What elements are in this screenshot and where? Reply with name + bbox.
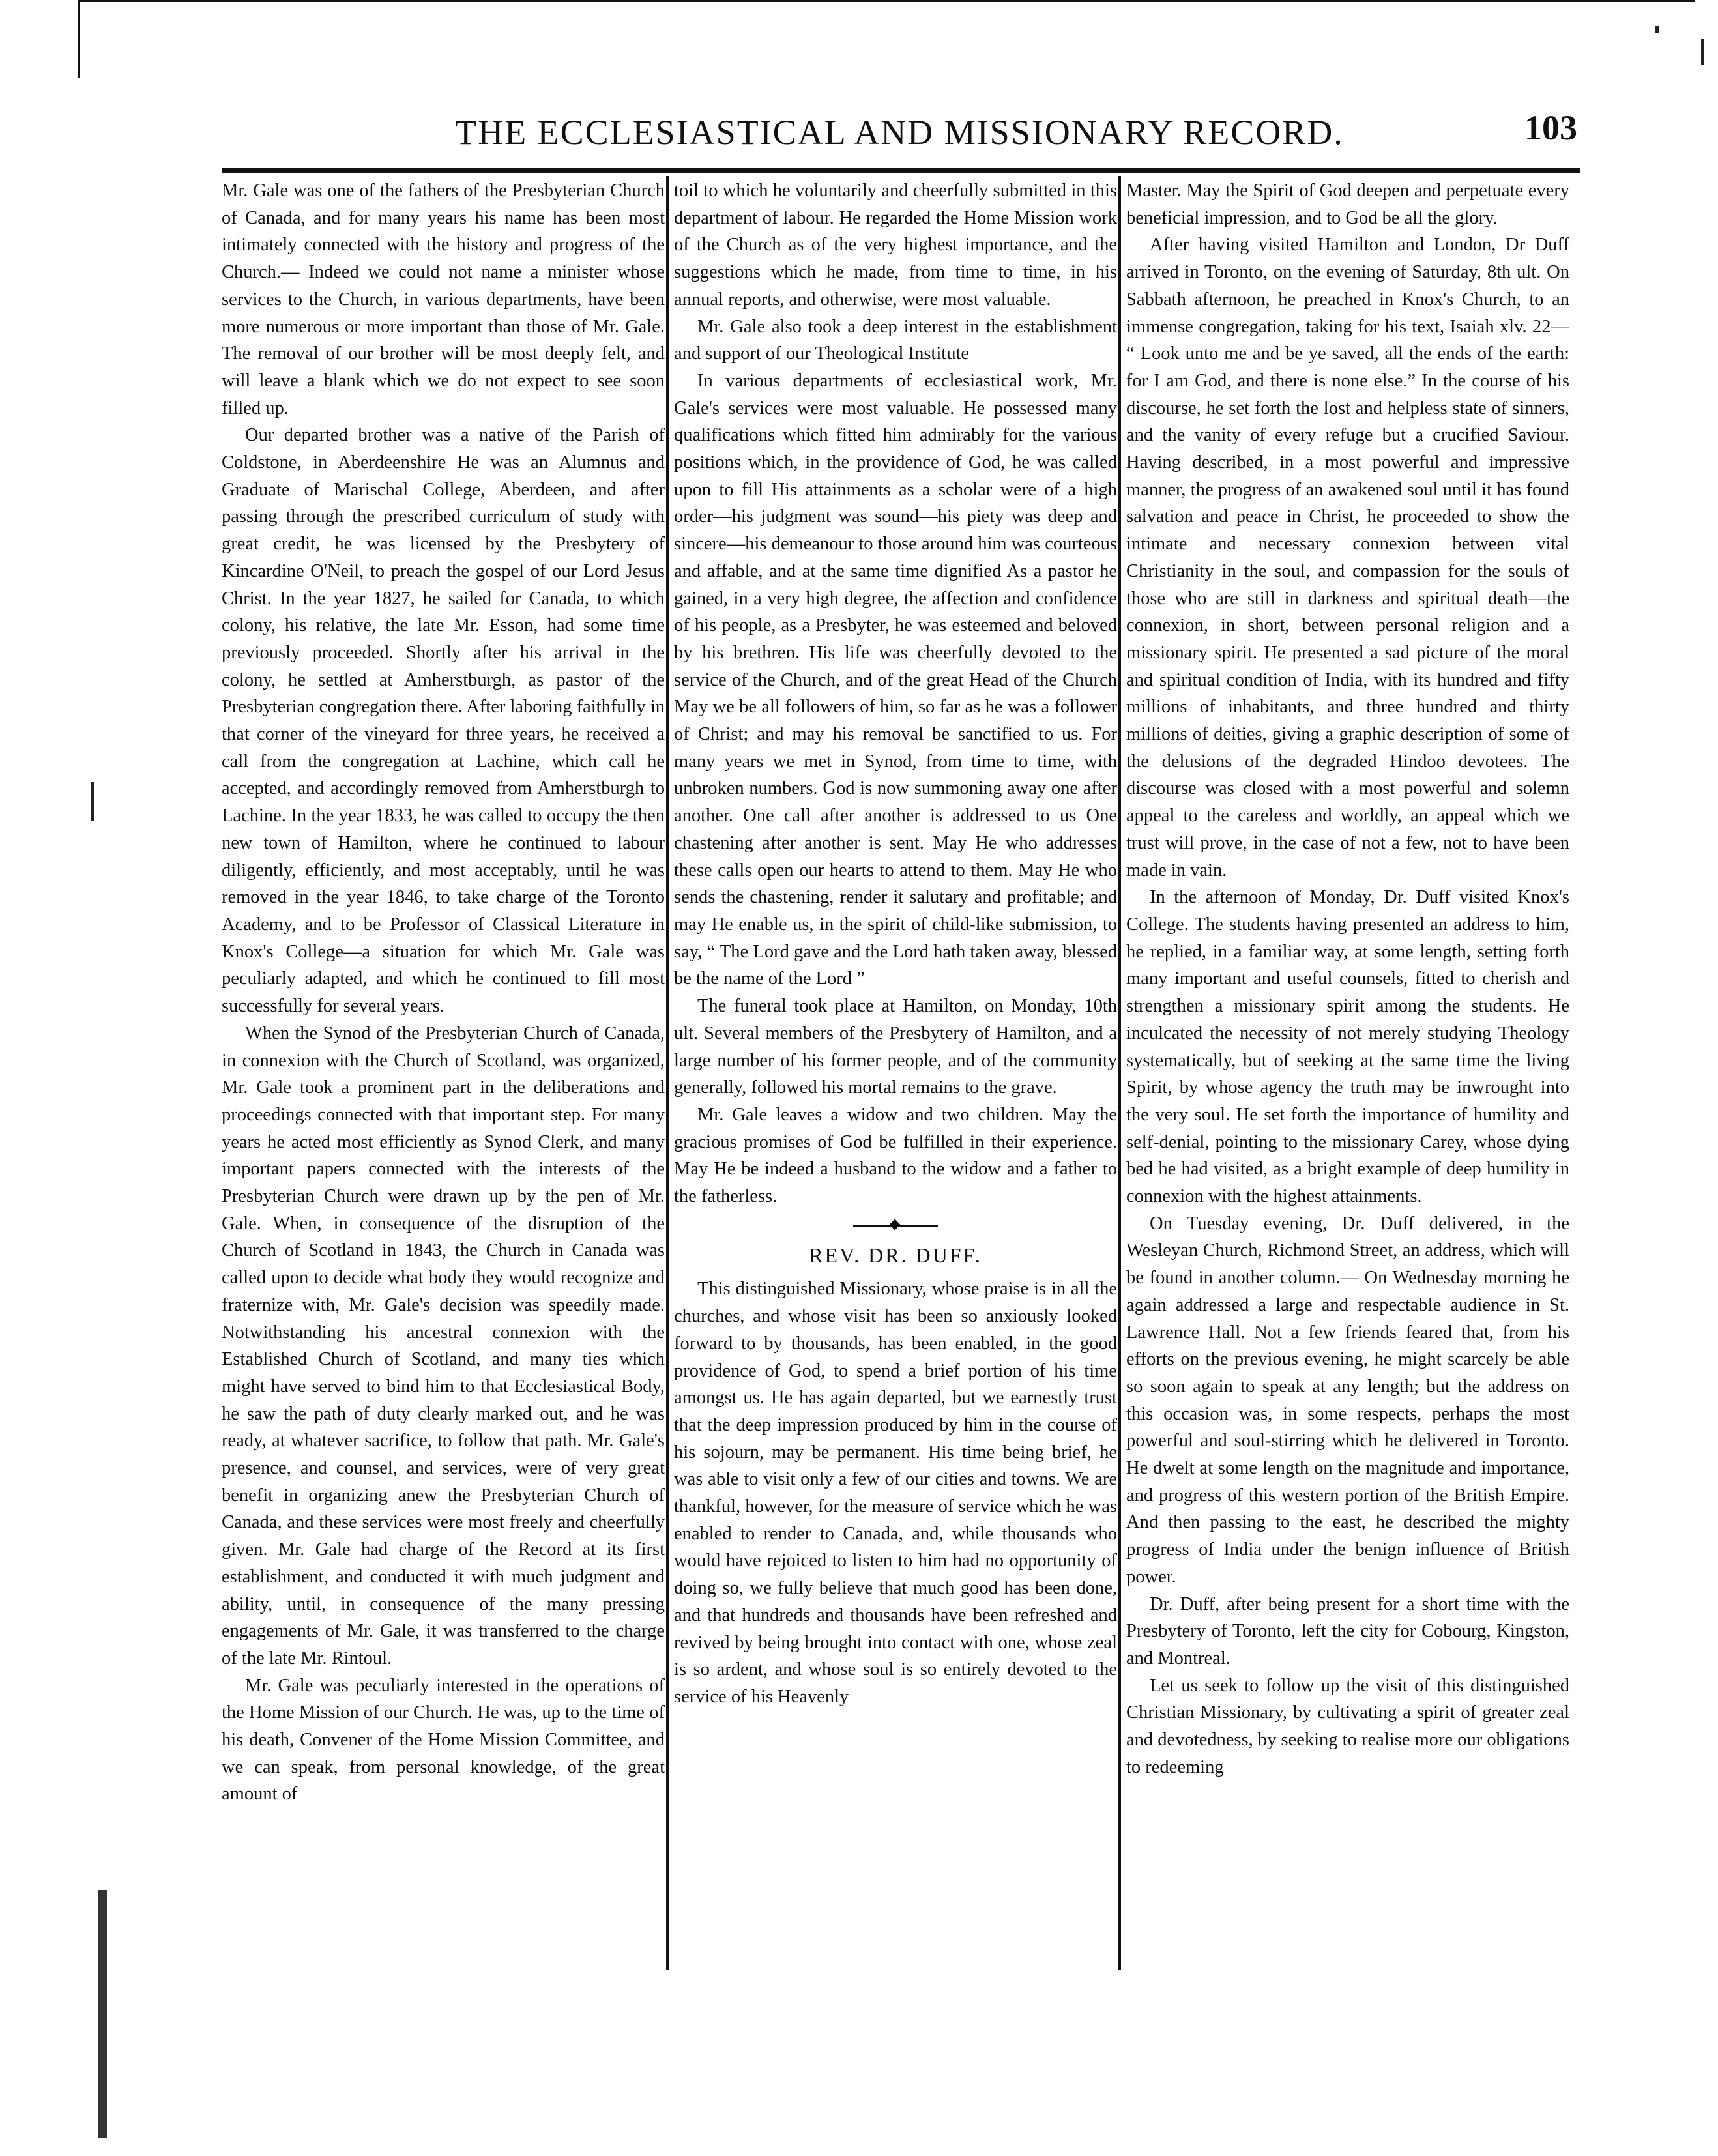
paragraph: Our departed brother was a native of the Parish of Coldstone, in Aberdeenshire He was an Alumnus and Graduate of Marischal College, Aberdeen, and after passing through the prescribed curriculum of study with great credit, he was licensed by the Presbytery of Kincardine O'Neil, to preach the gospel of our Lord Jesus Christ. In the year 1827, he sailed for Canada, to which colony, his relative, the late Mr. Esson, had some time previously proceeded. Shortly after his arrival in the colony, he settled at Amherstburgh, as pastor of the Presbyterian congregation there. After laboring faithfully in that corner of the vineyard for three years, he received a call from the congregation at Lachine, which call he accepted, and accordingly removed from Amherstburgh to Lachine. In the year 1833, he was called to occupy the then new town of Hamilton, where he continued to labour diligently, efficiently, and most acceptably, until he was removed in the year 1846, to take charge of the Toronto Academy, and to be Professor of Classical Literature in Knox's College—a situation for which Mr. Gale was peculiarly adapted, and which he continued to fill most successfully for several years. xyxy=(222,425,665,1017)
paragraph: Mr. Gale leaves a widow and two children. May the gracious promises of God be fulfilled in their experience. May He be indeed a husband to the widow and a father to the fatherless. xyxy=(674,1104,1117,1207)
scan-speck xyxy=(1701,39,1704,65)
scan-speck xyxy=(1655,26,1659,33)
header-rule xyxy=(222,168,1580,173)
running-title: THE ECCLESIASTICAL AND MISSIONARY RECORD. xyxy=(455,113,1344,152)
paragraph: Mr. Gale was peculiarly interested in the operations of the Home Mission of our Church. He was, up to the time of his death, Convener of the Home Mission Committee, and we can speak, from personal knowledge, of the great amount of xyxy=(222,1675,665,1805)
paragraph: In the afternoon of Monday, Dr. Duff visited Knox's College. The students having presented an address to him, he replied, in a familiar way, at some length, setting forth many important and useful counsels, fitted to cherish and strengthen a missionary spirit among the students. He inculcated the necessity of not merely studying Theology systematically, but of seeking at the same time the living Spirit, by whose agency the truth may be inwrought into the very soul. He set forth the importance of humility and self-denial, pointing to the missionary Carey, whose dying bed he had visited, as a bright example of deep humility in connexion with the highest attainments. xyxy=(1126,887,1569,1207)
paragraph: Master. May the Spirit of God deepen and perpetuate every beneficial impression, and to God be all the glory. xyxy=(1126,181,1569,228)
paragraph: Dr. Duff, after being present for a short time with the Presbytery of Toronto, left the city for Cobourg, Kingston, and Montreal. xyxy=(1126,1594,1569,1668)
paragraph: Mr. Gale was one of the fathers of the Presbyterian Church of Canada, and for many years his name has been most intimately connected with the history and progress of the Church.— Indeed we could not name a minister whose services to the Church, in various departments, have been more numerous or more important than those of Mr. Gale. The removal of our brother will be most deeply felt, and will leave a blank which we do not expect to see soon filled up. xyxy=(222,181,665,418)
paragraph: Mr. Gale also took a deep interest in the establishment and support of our Theological Institute xyxy=(674,316,1117,364)
scan-speck xyxy=(91,782,94,821)
paragraph: When the Synod of the Presbyterian Church of Canada, in connexion with the Church of Scotland, was organized, Mr. Gale took a prominent part in the deliberations and proceedings connected with that important step. For many years he acted most efficiently as Synod Clerk, and many important papers connected with the interests of the Presbyterian Church were drawn up by the pen of Mr. Gale. When, in consequence of the disruption of the Church of Scotland in 1843, the Church in Canada was called upon to decide what body they would recognize and fraternize with, Mr. Gale's decision was speedily made. Notwithstanding his ancestral connexion with the Established Church of Scotland, and many ties which might have served to bind him to that Ecclesiastical Body, he saw the path of duty clearly marked out, and he was ready, at whatever sacrifice, to follow that path. Mr. Gale's presence, and counsel, and services, were of very great benefit in organizing anew the Presbyterian Church of Canada, and these services were most freely and cheerfully given. Mr. Gale had charge of the Record at its first establishment, and conducted it with much judgment and ability, until, in consequence of the many pressing engagements of Mr. Gale, it was transferred to the charge of the late Mr. Rintoul. xyxy=(222,1023,665,1668)
section-title: REV. DR. DUFF. xyxy=(809,1243,982,1267)
ornament-divider xyxy=(853,1225,938,1227)
column-left xyxy=(222,177,665,1808)
column-rule-left xyxy=(666,176,669,1970)
paragraph: In various departments of ecclesiastical work, Mr. Gale's services were most valuable. He possessed many qualifications which fitted him admirably for the various positions which, in the providence of God, he was called upon to fill His attainments as a scholar were of a high order—his judgment was sound—his piety was deep and sincere—his demeanour to those around him was courteous and affable, and at the same time dignified As a pastor he gained, in a very high degree, the affection and confidence of his people, as a Presbyter, he was esteemed and beloved by his brethren. His life was cheerfully devoted to the service of the Church, and of the great Head of the Church May we be all followers of him, so far as he was a follower of Christ; and may his removal be sanctified to us. For many years we met in Synod, from time to time, with unbroken numbers. God is now summoning away one after another. One call after another is addressed to us One chastening after another is sent. May He who addresses these calls open our hearts to attend to them. May He who sends the chastening, render it salutary and profitable; and may He enable us, in the spirit of child-like submission, to say, “ The Lord gave and the Lord hath taken away, blessed be the name of the Lord ” xyxy=(674,370,1117,989)
paragraph: On Tuesday evening, Dr. Duff delivered, in the Wesleyan Church, Richmond Street, an address, which will be found in another column.— On Wednesday morning he again addressed a large and respectable audience in St. Lawrence Hall. Not a few friends feared that, from his efforts on the previous evening, he might scarcely be able so soon again to speak at any length; but the address on this occasion was, in some respects, perhaps the most powerful and soul-stirring which he delivered in Toronto. He dwelt at some length on the magnitude and importance, and progress of this western portion of the British Empire. And then passing to the east, he described the mighty progress of India under the benign influence of British power. xyxy=(1126,1213,1569,1587)
paragraph: After having visited Hamilton and London, Dr Duff arrived in Toronto, on the evening of Saturday, 8th ult. On Sabbath afternoon, he preached in Knox's Church, to an immense congregation, taking for his text, Isaiah xlv. 22— “ Look unto me and be ye saved, all the ends of the earth: for I am God, and there is none else.” In the course of his discourse, he set forth the lost and helpless state of sinners, and the vanity of every refuge but a crucified Saviour. Having described, in a most powerful and impressive manner, the progress of an awakened soul until it has found salvation and peace in Christ, he proceeded to show the intimate and necessary connexion between vital Christianity in the soul, and compassion for the souls of those who are still in darkness and spiritual death—the connexion, in short, between personal religion and a missionary spirit. He presented a sad picture of the moral and spiritual condition of India, with its hundred and fifty millions of inhabitants, and three hundred and thirty millions of deities, giving a graphic description of some of the delusions of the degraded Hindoo devotees. The discourse was closed with a most powerful and solemn appeal to the careless and worldly, an appeal which we trust will prove, in the case of not a few, not to have been made in vain. xyxy=(1126,235,1569,881)
column-rule-right xyxy=(1118,176,1121,1970)
paragraph: The funeral took place at Hamilton, on Monday, 10th ult. Several members of the Presbytery of Hamilton, and a large number of his former people, and of the community generally, followed his mortal remains to the grave. xyxy=(674,996,1117,1098)
column-middle xyxy=(674,177,1117,1711)
page-number: 103 xyxy=(1524,108,1577,147)
scan-speck xyxy=(98,1890,107,2138)
paragraph: Let us seek to follow up the visit of this distinguished Christian Missionary, by cultivating a spirit of greater zeal and devotedness, by seeking to realise more our obligations to redeeming xyxy=(1126,1675,1569,1777)
section-heading xyxy=(674,1225,1117,1270)
column-right xyxy=(1126,177,1569,1781)
scan-frame-left xyxy=(78,0,80,78)
scan-frame-top xyxy=(78,0,1695,2)
paragraph: This distinguished Missionary, whose praise is in all the churches, and whose visit has been so anxiously looked forward to by thousands, has been enabled, in the good providence of God, to spend a brief portion of his time amongst us. He has again departed, but we earnestly trust that the deep impression produced by him in the course of his sojourn, may be permanent. His time being brief, he was able to visit only a few of our cities and towns. We are thankful, however, for the measure of service which he was enabled to render to Canada, and, while thousands who would have rejoiced to listen to him had no opportunity of doing so, we fully believe that much good has been done, and that hundreds and thousands have been refreshed and revived by being brought into contact with one, whose zeal is so ardent, and whose soul is so entirely devoted to the service of his Heavenly xyxy=(674,1279,1117,1707)
paragraph: toil to which he voluntarily and cheerfully submitted in this department of labour. He regarded the Home Mission work of the Church as of the very highest importance, and the suggestions which he made, from time to time, in his annual reports, and otherwise, were most valuable. xyxy=(674,181,1117,310)
